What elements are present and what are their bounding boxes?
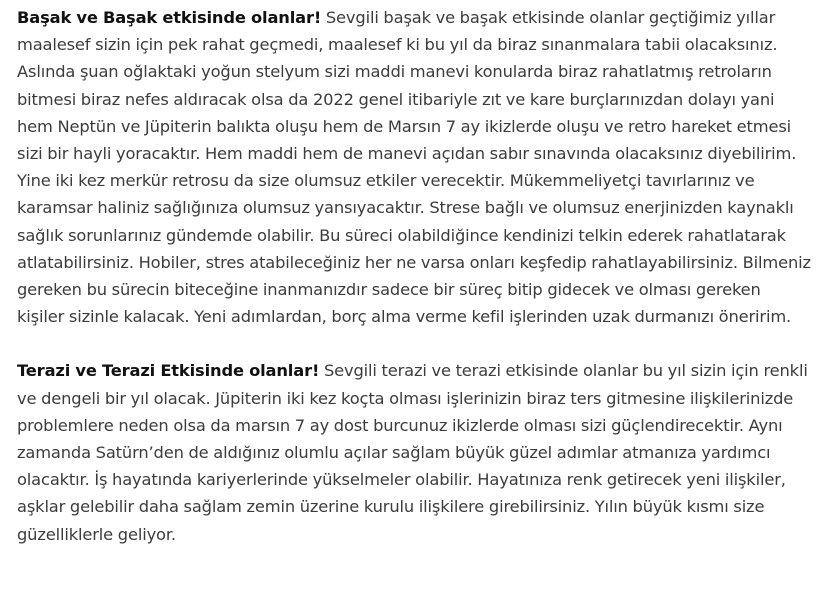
paragraph-body: Sevgili başak ve başak etkisinde olanlar geçtiğimiz yıllar maalesef sizin için pek rahat geçmedi, maalesef ki bu yıl da biraz sınanmalara tabii olacaksınız. Aslında şuan oğlaktaki yoğun stelyum sizi maddi manevi konularda biraz rahatlatmış retroların bitmesi biraz nefes aldıracak olsa da 2022 genel itibariyle zıt ve kare burçlarınızdan dolayı yani hem Neptün ve Jüpiterin balıkta oluşu hem de Marsın 7 ay ikizlerde oluşu ve retro hareket etmesi sizi bir hayli yoracaktır. Hem maddi hem de manevi açıdan sabır sınavında olacaksınız diyebilirim. Yine iki kez merkür retrosu da size olumsuz etkiler verecektir. Mükemmeliyetçi tavırlarınız ve karamsar haliniz sağlığınıza olumsuz yansıyacaktır. Strese bağlı ve olumsuz enerjinizden kaynaklı sağlık sorunlarınız gündemde olabilir. Bu süreci olabildiğince kendinizi telkin ederek rahatlatarak atlatabilirsiniz. Hobiler, stres atabileceğiniz her ne varsa onları keşfedip rahatlayabilirsiniz. Bilmeniz gereken bu sürecin biteceğine inanmanızdır sadece bir süreç bitip gidecek ve olması gereken kişiler sizinle kalacak. Yeni adımlardan, borç alma verme kefil işlerinden uzak durmanızı öneririm.: [17, 8, 811, 327]
horoscope-paragraph-basak: [17, 4, 812, 330]
horoscope-paragraph-terazi: [17, 357, 812, 547]
paragraph-heading: Başak ve Başak etkisinde olanlar!: [17, 8, 322, 27]
article-content: [17, 4, 812, 575]
paragraph-heading: Terazi ve Terazi Etkisinde olanlar!: [17, 361, 320, 381]
paragraph-body: Sevgili terazi ve terazi etkisinde olanlar bu yıl sizin için renkli ve dengeli bir yıl olacak. Jüpiterin iki kez koçta olması işlerinizin biraz ters gitmesine ilişkilerinizde problemlere neden olsa da marsın 7 ay dost burcunuz ikizlerde olması sizi güçlendirecektir. Aynı zamanda Satürn’den de aldığınız olumlu açılar sağlam büyük güzel adımlar atmanıza yardımcı olacaktır. İş hayatında kariyerlerinde yükselmeler olabilir. Hayatınıza renk getirecek yeni ilişkiler, aşklar gelebilir daha sağlam zemin üzerine kurulu ilişkilere girebilirsiniz. Yılın büyük kısmı size güzelliklerle geliyor.: [17, 361, 808, 544]
